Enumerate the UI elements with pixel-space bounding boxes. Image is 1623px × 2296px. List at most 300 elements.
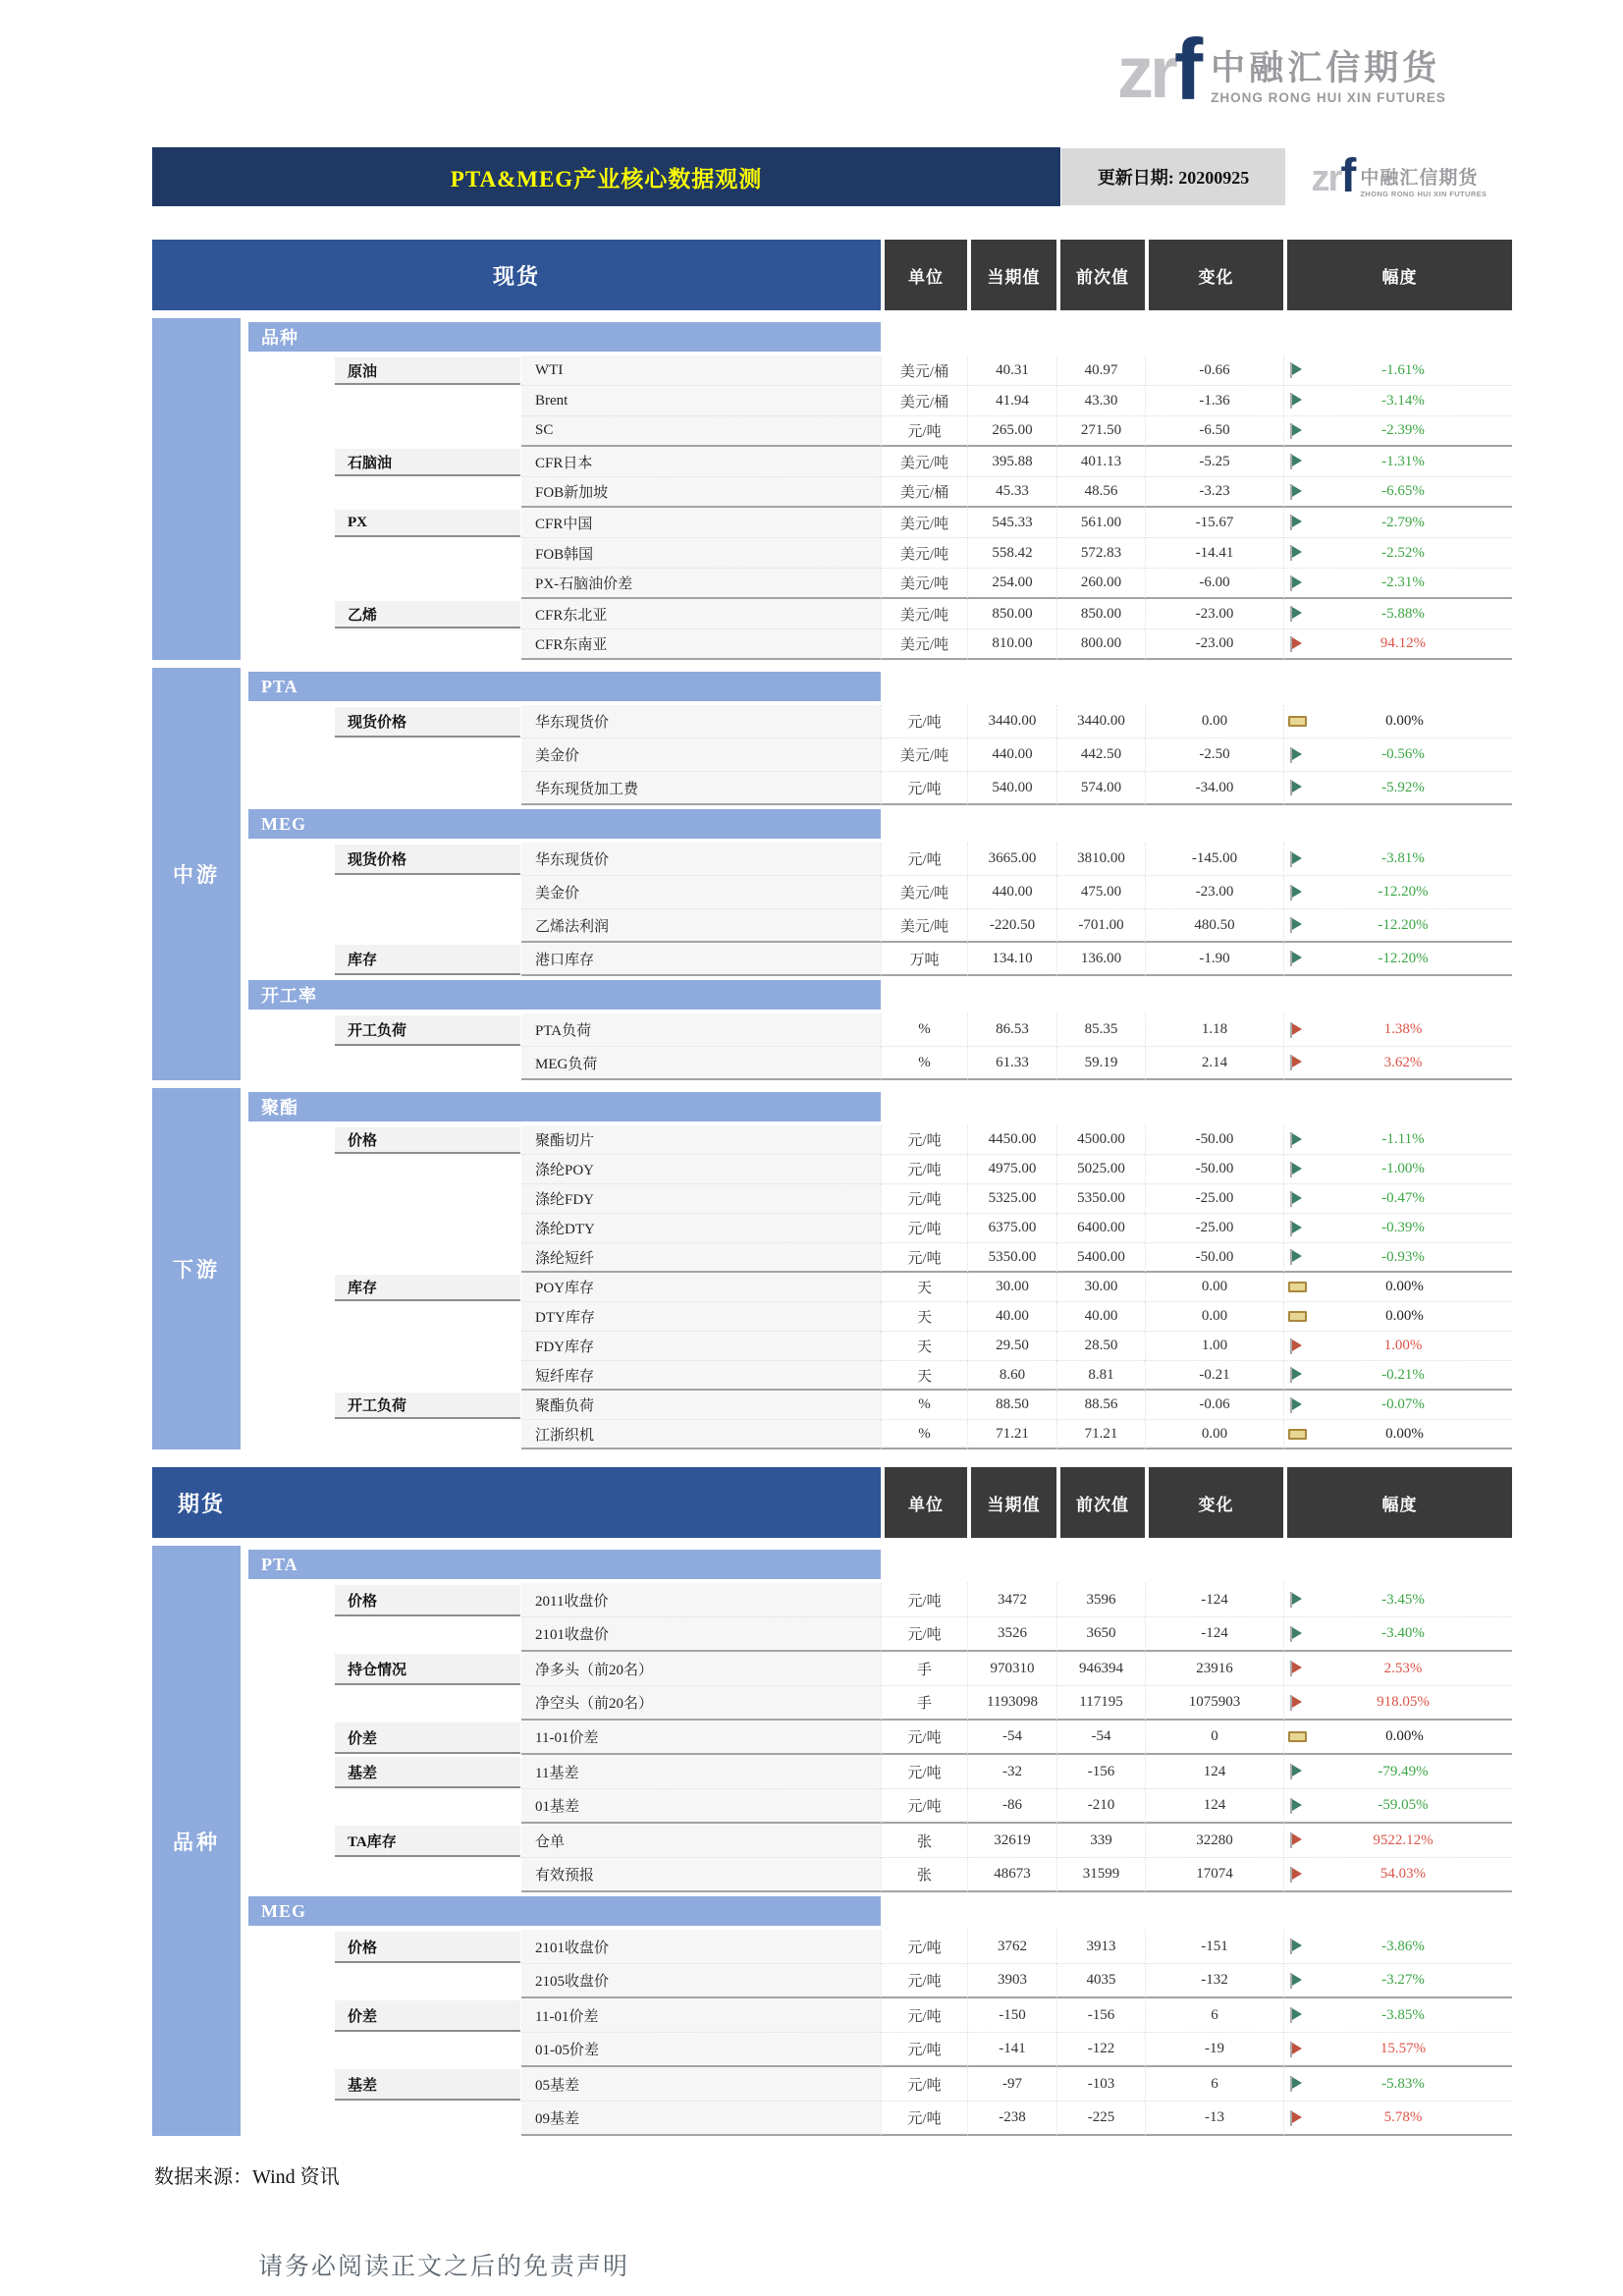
percent-value: -3.86% <box>1381 1938 1425 1954</box>
cell-previous-value: 5350.00 <box>1056 1184 1145 1214</box>
row-category-cell <box>335 508 521 538</box>
cell-previous-value: 136.00 <box>1056 943 1145 976</box>
percent-value: -3.27% <box>1381 1972 1425 1988</box>
category-label: 乙烯 <box>335 601 520 629</box>
percent-value: 0.00% <box>1385 713 1424 729</box>
row-item-name: PTA负荷 <box>521 1013 881 1047</box>
cell-change: 124 <box>1145 1755 1283 1789</box>
row-category-cell <box>335 1652 521 1686</box>
cell-current-value: 3472 <box>967 1583 1056 1617</box>
table-row <box>248 599 1512 629</box>
section-banner: 开工率 <box>248 980 881 1010</box>
cell-unit: 天 <box>881 1302 967 1332</box>
table-row <box>248 1583 1512 1617</box>
cell-percent <box>1283 1273 1512 1302</box>
cell-change: -0.06 <box>1145 1391 1283 1420</box>
row-category-cell <box>335 1583 521 1617</box>
row-item-name: 江浙织机 <box>521 1420 881 1449</box>
column-header-2: 前次值 <box>1056 240 1145 310</box>
row-indent <box>248 2033 335 2067</box>
percent-value: -0.93% <box>1381 1248 1425 1265</box>
table-row <box>248 1998 1512 2033</box>
red-flag-icon <box>1287 2042 1304 2057</box>
flat-marker-icon <box>1288 1731 1307 1742</box>
title-bar <box>152 147 1512 206</box>
row-item-name: Brent <box>521 386 881 416</box>
flat-marker-icon <box>1288 1429 1307 1440</box>
cell-current-value: -32 <box>967 1755 1056 1789</box>
percent-value: -12.20% <box>1378 884 1429 900</box>
row-indent <box>248 1361 335 1391</box>
percent-value: -79.49% <box>1378 1763 1429 1779</box>
percent-value: -1.11% <box>1381 1131 1425 1147</box>
cell-unit: 元/吨 <box>881 1214 967 1243</box>
cell-percent <box>1283 1930 1512 1964</box>
green-flag-icon <box>1287 917 1304 933</box>
column-header-3: 变化 <box>1145 1467 1283 1538</box>
row-item-name: 美金价 <box>521 738 881 772</box>
cell-change: 0.00 <box>1145 1302 1283 1332</box>
category-label: 开工负荷 <box>335 1393 520 1419</box>
percent-value: -6.65% <box>1381 483 1425 499</box>
cell-previous-value: 5025.00 <box>1056 1155 1145 1184</box>
row-indent <box>248 1824 335 1858</box>
green-flag-icon <box>1287 423 1304 439</box>
cell-change: -124 <box>1145 1583 1283 1617</box>
cell-change: -13 <box>1145 2102 1283 2136</box>
row-category-cell <box>335 1184 521 1214</box>
cell-previous-value: 442.50 <box>1056 738 1145 772</box>
table-row <box>248 1302 1512 1332</box>
cell-current-value: 254.00 <box>967 569 1056 599</box>
green-flag-icon <box>1287 951 1304 966</box>
row-item-name: 05基差 <box>521 2067 881 2102</box>
row-item-name: 09基差 <box>521 2102 881 2136</box>
cell-current-value: 265.00 <box>967 416 1056 447</box>
percent-value: -0.47% <box>1381 1190 1425 1206</box>
row-category-cell <box>335 1155 521 1184</box>
cell-change: 32280 <box>1145 1824 1283 1858</box>
row-item-name: 华东现货价 <box>521 705 881 738</box>
cell-current-value: 3762 <box>967 1930 1056 1964</box>
row-category-cell <box>335 738 521 772</box>
percent-value: -0.21% <box>1381 1366 1425 1383</box>
category-label: 基差 <box>335 1757 520 1788</box>
green-flag-icon <box>1287 1162 1304 1177</box>
row-item-name: FOB新加坡 <box>521 477 881 508</box>
cell-previous-value: 6400.00 <box>1056 1214 1145 1243</box>
cell-previous-value: -156 <box>1056 1998 1145 2033</box>
row-item-name: 仓单 <box>521 1824 881 1858</box>
cell-change: 480.50 <box>1145 909 1283 943</box>
cell-unit: 元/吨 <box>881 1155 967 1184</box>
cell-unit: 手 <box>881 1686 967 1721</box>
row-item-name: 聚酯切片 <box>521 1125 881 1155</box>
green-flag-icon <box>1287 1397 1304 1413</box>
report-title-band <box>152 147 1060 206</box>
row-category-cell <box>335 943 521 976</box>
row-item-name: 涤纶短纤 <box>521 1243 881 1273</box>
table-row <box>248 2067 1512 2102</box>
column-header-0: 单位 <box>881 1467 967 1538</box>
cell-percent <box>1283 629 1512 660</box>
row-indent <box>248 477 335 508</box>
cell-change: 2.14 <box>1145 1047 1283 1080</box>
percent-value: -3.81% <box>1381 850 1425 866</box>
cell-percent <box>1283 1998 1512 2033</box>
cell-percent <box>1283 1391 1512 1420</box>
percent-value: -2.39% <box>1381 422 1425 438</box>
table-row <box>248 909 1512 943</box>
row-indent <box>248 508 335 538</box>
cell-unit: 元/吨 <box>881 1617 967 1652</box>
cell-unit: 元/吨 <box>881 772 967 805</box>
logo-zr-icon: zr <box>1117 31 1174 113</box>
cell-percent <box>1283 1789 1512 1824</box>
table-row <box>248 1824 1512 1858</box>
table-row <box>248 876 1512 909</box>
row-indent <box>248 705 335 738</box>
table-row <box>248 1013 1512 1047</box>
cell-current-value: 40.00 <box>967 1302 1056 1332</box>
table-row <box>248 1125 1512 1155</box>
green-flag-icon <box>1287 851 1304 867</box>
category-label: 价差 <box>335 1722 520 1754</box>
column-header-1: 当期值 <box>967 1467 1056 1538</box>
cell-previous-value: 40.00 <box>1056 1302 1145 1332</box>
row-indent <box>248 2102 335 2136</box>
cell-percent <box>1283 1858 1512 1892</box>
green-flag-icon <box>1287 1191 1304 1207</box>
report-title: PTA&MEG产业核心数据观测 <box>450 166 763 191</box>
category-label: 基差 <box>335 2069 520 2101</box>
table-row <box>248 1964 1512 1998</box>
cell-unit: 美元/吨 <box>881 508 967 538</box>
cell-unit: 美元/桶 <box>881 355 967 386</box>
cell-previous-value: 3650 <box>1056 1617 1145 1652</box>
row-indent <box>248 1721 335 1755</box>
percent-value: -5.83% <box>1381 2075 1425 2092</box>
cell-unit: 元/吨 <box>881 1998 967 2033</box>
table-row <box>248 1155 1512 1184</box>
table-row <box>248 1243 1512 1273</box>
cell-current-value: 3440.00 <box>967 705 1056 738</box>
percent-value: -1.31% <box>1381 453 1425 469</box>
row-item-name: 港口库存 <box>521 943 881 976</box>
green-flag-icon <box>1287 1973 1304 1989</box>
table-row <box>248 1686 1512 1721</box>
cell-current-value: 8.60 <box>967 1361 1056 1391</box>
red-flag-icon <box>1287 636 1304 652</box>
row-category-cell <box>335 447 521 477</box>
percent-value: 5.78% <box>1383 2109 1423 2125</box>
cell-unit: 元/吨 <box>881 2033 967 2067</box>
row-indent <box>248 1047 335 1080</box>
section-banner: MEG <box>248 1896 881 1926</box>
table-row <box>248 1420 1512 1449</box>
section-body <box>248 1088 1512 1449</box>
row-indent <box>248 1755 335 1789</box>
category-label: 价格 <box>335 1585 520 1616</box>
cell-unit: % <box>881 1047 967 1080</box>
red-flag-icon <box>1287 1055 1304 1070</box>
percent-value: -12.20% <box>1378 916 1429 933</box>
cell-unit: 万吨 <box>881 943 967 976</box>
green-flag-icon <box>1287 1592 1304 1608</box>
percent-value: -3.14% <box>1381 392 1425 409</box>
cell-current-value: 810.00 <box>967 629 1056 660</box>
cell-percent <box>1283 1184 1512 1214</box>
row-item-name: 涤纶FDY <box>521 1184 881 1214</box>
cell-unit: 元/吨 <box>881 416 967 447</box>
row-category-cell <box>335 1755 521 1789</box>
flat-marker-icon <box>1288 1311 1307 1322</box>
table-section <box>152 668 1512 1080</box>
percent-value: 15.57% <box>1380 2041 1427 2056</box>
cell-current-value: 395.88 <box>967 447 1056 477</box>
table-title-cell: 现货 <box>152 240 881 310</box>
table-header-row <box>152 240 1512 310</box>
row-item-name: 乙烯法利润 <box>521 909 881 943</box>
cell-previous-value: 85.35 <box>1056 1013 1145 1047</box>
cell-previous-value: 271.50 <box>1056 416 1145 447</box>
table-row <box>248 2102 1512 2136</box>
cell-unit: 美元/吨 <box>881 876 967 909</box>
cell-previous-value: 946394 <box>1056 1652 1145 1686</box>
cell-unit: 元/吨 <box>881 1789 967 1824</box>
row-item-name: 有效预报 <box>521 1858 881 1892</box>
row-category-cell <box>335 1214 521 1243</box>
table-row <box>248 1721 1512 1755</box>
cell-unit: 元/吨 <box>881 2102 967 2136</box>
cell-percent <box>1283 843 1512 876</box>
row-item-name: CFR中国 <box>521 508 881 538</box>
cell-current-value: 4975.00 <box>967 1155 1056 1184</box>
row-item-name: 2105收盘价 <box>521 1964 881 1998</box>
row-indent <box>248 772 335 805</box>
cell-unit: 美元/吨 <box>881 599 967 629</box>
cell-current-value: 32619 <box>967 1824 1056 1858</box>
cell-percent <box>1283 1652 1512 1686</box>
cell-change: -15.67 <box>1145 508 1283 538</box>
row-indent <box>248 2067 335 2102</box>
red-flag-icon <box>1287 1022 1304 1038</box>
row-indent <box>248 1125 335 1155</box>
cell-change: -25.00 <box>1145 1184 1283 1214</box>
cell-current-value: -220.50 <box>967 909 1056 943</box>
green-flag-icon <box>1287 484 1304 500</box>
percent-value: 54.03% <box>1380 1866 1427 1882</box>
cell-unit: % <box>881 1420 967 1449</box>
cell-percent <box>1283 538 1512 569</box>
row-category-cell <box>335 1391 521 1420</box>
percent-value: -0.39% <box>1381 1220 1425 1235</box>
cell-current-value: -141 <box>967 2033 1056 2067</box>
logo-company-name-en: ZHONG RONG HUI XIN FUTURES <box>1360 190 1488 198</box>
row-category-cell <box>335 1243 521 1273</box>
table-row <box>248 1652 1512 1686</box>
cell-unit: 美元/吨 <box>881 629 967 660</box>
red-flag-icon <box>1287 1695 1304 1711</box>
row-indent <box>248 738 335 772</box>
cell-change: -23.00 <box>1145 876 1283 909</box>
percent-value: -3.40% <box>1381 1625 1425 1641</box>
cell-unit: 美元/吨 <box>881 909 967 943</box>
percent-value: -5.88% <box>1381 605 1425 622</box>
row-item-name: CFR日本 <box>521 447 881 477</box>
row-item-name: 01-05价差 <box>521 2033 881 2067</box>
row-category-cell <box>335 355 521 386</box>
table-row <box>248 416 1512 447</box>
row-category-cell <box>335 1858 521 1892</box>
green-flag-icon <box>1287 362 1304 378</box>
cell-previous-value: -103 <box>1056 2067 1145 2102</box>
row-item-name: 净空头（前20名） <box>521 1686 881 1721</box>
row-indent <box>248 1789 335 1824</box>
cell-change: 1075903 <box>1145 1686 1283 1721</box>
cell-previous-value: -156 <box>1056 1755 1145 1789</box>
cell-current-value: -150 <box>967 1998 1056 2033</box>
table-row <box>248 943 1512 976</box>
cell-change: -3.23 <box>1145 477 1283 508</box>
cell-percent <box>1283 1964 1512 1998</box>
table-row <box>248 1184 1512 1214</box>
cell-change: 1.18 <box>1145 1013 1283 1047</box>
row-category-cell <box>335 1302 521 1332</box>
section-body <box>248 668 1512 1080</box>
table-row <box>248 1789 1512 1824</box>
row-category-cell <box>335 1686 521 1721</box>
table-row <box>248 1214 1512 1243</box>
cell-percent <box>1283 1824 1512 1858</box>
category-label: 开工负荷 <box>335 1015 520 1046</box>
cell-previous-value: 850.00 <box>1056 599 1145 629</box>
row-item-name: DTY库存 <box>521 1302 881 1332</box>
section-banner: PTA <box>248 672 881 701</box>
row-category-cell <box>335 569 521 599</box>
cell-previous-value: 4035 <box>1056 1964 1145 1998</box>
row-indent <box>248 355 335 386</box>
cell-current-value: 71.21 <box>967 1420 1056 1449</box>
cell-previous-value: 574.00 <box>1056 772 1145 805</box>
green-flag-icon <box>1287 606 1304 622</box>
red-flag-icon <box>1287 1867 1304 1883</box>
cell-percent <box>1283 705 1512 738</box>
cell-change: 124 <box>1145 1789 1283 1824</box>
column-header-3: 变化 <box>1145 240 1283 310</box>
table-section <box>152 1546 1512 2136</box>
table-title-cell: 期货 <box>152 1467 881 1538</box>
cell-unit: 元/吨 <box>881 1721 967 1755</box>
cell-unit: 张 <box>881 1824 967 1858</box>
cell-previous-value: -210 <box>1056 1789 1145 1824</box>
cell-percent <box>1283 447 1512 477</box>
percent-value: -12.20% <box>1378 950 1429 966</box>
table-row <box>248 705 1512 738</box>
cell-percent <box>1283 1686 1512 1721</box>
cell-previous-value: 48.56 <box>1056 477 1145 508</box>
cell-percent <box>1283 909 1512 943</box>
cell-change: 1.00 <box>1145 1332 1283 1361</box>
percent-value: 2.53% <box>1383 1660 1423 1676</box>
green-flag-icon <box>1287 2076 1304 2092</box>
cell-percent <box>1283 1125 1512 1155</box>
category-label: 现货价格 <box>335 845 520 875</box>
cell-current-value: 45.33 <box>967 477 1056 508</box>
cell-current-value: 970310 <box>967 1652 1056 1686</box>
row-indent <box>248 1930 335 1964</box>
table-row <box>248 738 1512 772</box>
logo-f-icon: f <box>1340 150 1357 202</box>
cell-unit: 天 <box>881 1332 967 1361</box>
cell-current-value: 545.33 <box>967 508 1056 538</box>
cell-previous-value: 59.19 <box>1056 1047 1145 1080</box>
cell-unit: 天 <box>881 1361 967 1391</box>
table-row <box>248 538 1512 569</box>
cell-previous-value: -122 <box>1056 2033 1145 2067</box>
category-label: TA库存 <box>335 1826 520 1857</box>
cell-current-value: 86.53 <box>967 1013 1056 1047</box>
cell-previous-value: 475.00 <box>1056 876 1145 909</box>
percent-value: -0.56% <box>1381 746 1425 762</box>
table-row <box>248 447 1512 477</box>
green-flag-icon <box>1287 515 1304 530</box>
category-label: 原油 <box>335 357 520 385</box>
percent-value: -1.00% <box>1381 1161 1425 1176</box>
row-category-cell <box>335 2102 521 2136</box>
cell-current-value: 61.33 <box>967 1047 1056 1080</box>
column-header-4: 幅度 <box>1283 240 1512 310</box>
cell-percent <box>1283 738 1512 772</box>
cell-change: -2.50 <box>1145 738 1283 772</box>
cell-current-value: 40.31 <box>967 355 1056 386</box>
cell-previous-value: 401.13 <box>1056 447 1145 477</box>
table-row <box>248 1617 1512 1652</box>
cell-previous-value: -54 <box>1056 1721 1145 1755</box>
percent-value: 0.00% <box>1385 1728 1424 1744</box>
cell-change: -50.00 <box>1145 1155 1283 1184</box>
table-row <box>248 629 1512 660</box>
row-indent <box>248 538 335 569</box>
row-indent <box>248 1858 335 1892</box>
cell-change: -5.25 <box>1145 447 1283 477</box>
cell-percent <box>1283 1721 1512 1755</box>
category-label: 价格 <box>335 1127 520 1154</box>
row-indent <box>248 1332 335 1361</box>
table-row <box>248 1930 1512 1964</box>
cell-change: -132 <box>1145 1964 1283 1998</box>
row-item-name: 华东现货价 <box>521 843 881 876</box>
futures-table <box>152 1467 1512 2136</box>
cell-change: -50.00 <box>1145 1125 1283 1155</box>
cell-percent <box>1283 1361 1512 1391</box>
cell-change: 17074 <box>1145 1858 1283 1892</box>
logo-zr-icon: zr <box>1311 158 1341 199</box>
cell-change: -25.00 <box>1145 1214 1283 1243</box>
category-label: 石脑油 <box>335 449 520 476</box>
column-header-1: 当期值 <box>967 240 1056 310</box>
cell-percent <box>1283 876 1512 909</box>
table-row <box>248 772 1512 805</box>
category-label: PX <box>335 510 520 537</box>
section-banner: PTA <box>248 1550 881 1579</box>
percent-value: -3.85% <box>1381 2006 1425 2023</box>
table-section <box>152 318 1512 660</box>
row-indent <box>248 1686 335 1721</box>
percent-value: 918.05% <box>1377 1694 1430 1710</box>
cell-change: 6 <box>1145 1998 1283 2033</box>
percent-value: 0.00% <box>1385 1308 1424 1324</box>
